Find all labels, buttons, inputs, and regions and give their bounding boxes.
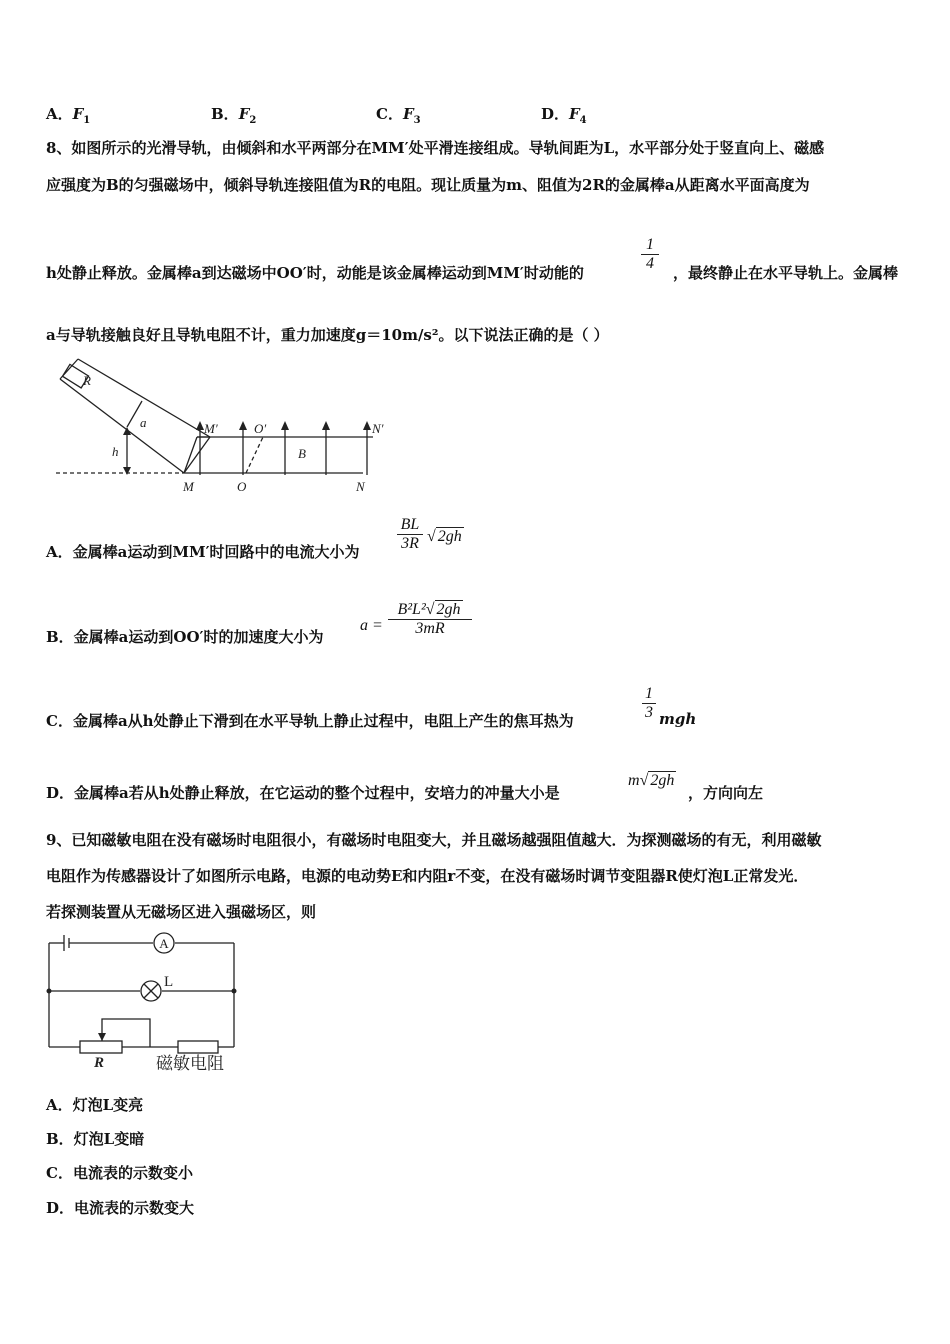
q8-option-c-fraction: 1 3 — [642, 685, 656, 722]
label-h: h — [112, 444, 119, 459]
circuit-diagram — [44, 928, 244, 1076]
magnetoresistor-icon — [178, 1041, 218, 1053]
label-n: N — [356, 479, 365, 494]
q8-stem-line-4: a与导轨接触良好且导轨电阻不计，重力加速度g＝10m/s²。以下说法正确的是（ ） — [46, 326, 609, 344]
q7-option-c: C．$F_3$ — [376, 105, 421, 126]
q7-option-b: B．$F_2$ — [211, 105, 257, 126]
q8-stem-line-3a: h处静止释放。金属棒a到达磁场中OO′时，动能是该金属棒运动到MM′时动能的 — [46, 264, 584, 282]
q8-stem-line-3b: ，最终静止在水平导轨上。金属棒 — [673, 264, 899, 282]
label-b: B — [298, 446, 306, 461]
q8-option-a: A．金属棒a运动到MM′时回路中的电流大小为 — [46, 543, 360, 561]
rail-figure — [50, 355, 400, 500]
q8-option-b-fraction: B²L²√ 2gh 3mR — [388, 601, 472, 638]
q9-option-d: D．电流表的示数变大 — [46, 1199, 195, 1217]
label-o: O — [237, 479, 247, 494]
q7-option-d: D．$F_4$ — [541, 105, 587, 126]
lamp-label: L — [164, 974, 174, 990]
q8-option-d: D．金属棒a若从h处静止释放，在它运动的整个过程中，安培力的冲量大小是 — [46, 784, 560, 802]
q8-option-c: C．金属棒a从h处静止下滑到在水平导轨上静止过程中，电阻上产生的焦耳热为 — [46, 712, 574, 730]
label-r: R — [83, 373, 91, 388]
q9-option-b: B．灯泡L变暗 — [46, 1130, 145, 1148]
rheostat-icon — [80, 1041, 122, 1053]
q8-option-b-lhs: a = — [360, 617, 383, 634]
q8-option-a-fraction: BL 3R — [397, 516, 423, 553]
q8-fraction-quarter: 1 4 — [641, 236, 659, 273]
label-n-prime: N′ — [372, 421, 384, 436]
q9-stem-line-2: 电阻作为传感器设计了如图所示电路，电源的电动势E和内阻r不变，在没有磁场时调节变阻器R使灯泡L正常发光． — [46, 867, 809, 885]
label-m: M — [183, 479, 194, 494]
q7-option-a: A．$F_1$ — [46, 105, 91, 126]
q9-stem-line-3: 若探测装置从无磁场区进入强磁场区，则 — [46, 903, 317, 921]
q8-option-c-tail: mgh — [659, 710, 697, 728]
q9-option-c: C．电流表的示数变小 — [46, 1164, 193, 1182]
label-a: a — [140, 415, 147, 430]
q8-stem-line-1: 8、如图所示的光滑导轨，由倾斜和水平两部分在MM′处平滑连接组成。导轨间距为L，水平部分处于竖直向上、磁感 — [46, 139, 825, 157]
label-o-prime: O′ — [254, 421, 267, 436]
q8-option-d-math: m√ 2gh — [628, 772, 675, 789]
ammeter-label: A — [159, 936, 169, 951]
q9-option-a: A．灯泡L变亮 — [46, 1096, 144, 1114]
rheostat-label: R — [94, 1055, 105, 1071]
q8-stem-line-2: 应强度为B的匀强磁场中，倾斜导轨连接阻值为R的电阻。现让质量为m、阻值为2R的金属棒a从距离水平面高度为 — [46, 176, 810, 194]
q9-stem-line-1: 9、已知磁敏电阻在没有磁场时电阻很小，有磁场时电阻变大，并且磁场越强阻值越大．为探测磁场的有无，利用磁敏 — [46, 831, 822, 849]
magnetoresistor-label: 磁敏电阻 — [156, 1054, 224, 1074]
label-m-prime: M′ — [204, 421, 218, 436]
magnetic-field-arrows — [200, 427, 367, 475]
q8-option-a-root: √ 2gh — [427, 528, 462, 545]
position-oo-prime — [246, 437, 263, 473]
q8-option-d-tail: ，方向向左 — [688, 784, 764, 802]
q8-option-b: B．金属棒a运动到OO′时的加速度大小为 — [46, 628, 324, 646]
